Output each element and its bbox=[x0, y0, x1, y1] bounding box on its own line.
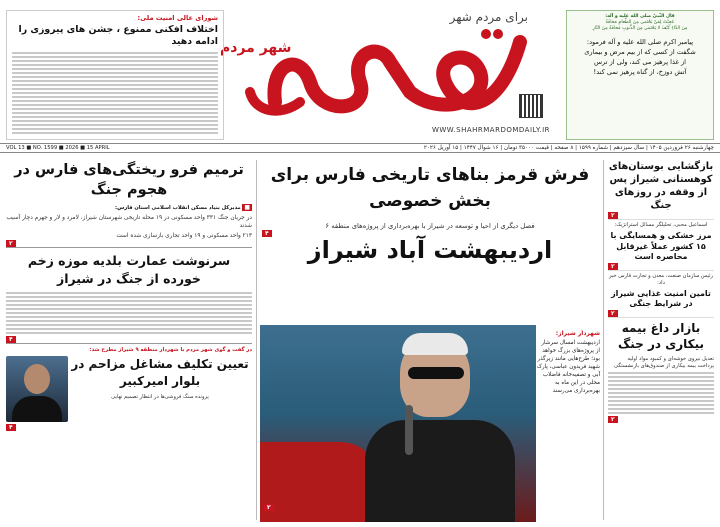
hadith-line3: مِنَ الدّاءِ کَیْفَ لا یَحْتَمی مِنَ الذُّنوبِ مَخافَةً مِنَ النّارِ bbox=[592, 26, 688, 32]
right-b1: تعدیل نیروی خوشه‌ای و کمبود مواد اولیه bbox=[627, 355, 714, 362]
glasses-shape bbox=[408, 367, 464, 379]
right-h1: بازگشایی بوستان‌های کوهستانی شیراز پس از وقفه در روزهای جنگ bbox=[608, 161, 714, 211]
right-p1: اسماعیل محبی، تحلیلگر مسائل استراتژیک: bbox=[614, 222, 708, 228]
divider bbox=[603, 160, 604, 520]
topleft-title: اختلاف افکنی ممنوع ، جشن های پیروزی را ادامه دهید bbox=[18, 24, 218, 47]
logo-mark bbox=[240, 22, 530, 122]
right-column bbox=[608, 160, 714, 522]
hadith-line1: قال النّبیّ صلی الله علیه و آله: bbox=[605, 14, 675, 19]
right-body bbox=[608, 372, 714, 414]
right-p2: رئیس سازمان صنعت، معدن و تجارت فارس خبر داد: bbox=[608, 272, 714, 286]
microphone-icon bbox=[405, 405, 413, 455]
suit-shape bbox=[365, 420, 515, 522]
left-b1: در جریان جنگ ۳۳۱ واحد مسکونی در ۱۹ محله تاریخی شهرستان شیراز، لامرد و لار و جهرم دچار آسیب شدند bbox=[6, 215, 252, 229]
bullet-icon: ■ bbox=[244, 204, 250, 211]
left-photo bbox=[6, 356, 68, 422]
center-column bbox=[260, 160, 600, 522]
left-k2: در گفت و گوی شهر مردم با شهردار منطقه ۹ شیراز مطرح شد: bbox=[89, 347, 252, 353]
left-s3: پرونده سنگ فروشی‌ها در انتظار تصمیم نهایی bbox=[111, 394, 209, 400]
dateline-bar bbox=[0, 143, 720, 153]
left-h1: ترمیم فرو ریختگی‌های فارس در هجوم جنگ bbox=[14, 162, 244, 198]
hadith-box bbox=[566, 10, 714, 140]
car-shape bbox=[260, 442, 380, 522]
right-h4: بازار داغ بیمه بیکاری در جنگ bbox=[617, 320, 705, 351]
right-h2: مرز خشکی و همسایگی با ۱۵ کشور عملاً غیرقابل محاصره است bbox=[610, 231, 712, 261]
left-k1-text: مدیرکل بنیاد مسکن انقلاب اسلامی استان فارس: bbox=[115, 205, 241, 211]
page-badge: ۲ bbox=[608, 212, 618, 219]
hadith-line6: از غذا پرهیز می کند، ولی از ترس bbox=[594, 57, 686, 66]
dateline-latin: VOL 13 ■ NO. 1599 ■ 2026 ■ 15 APRIL bbox=[6, 145, 110, 151]
page-badge: ۲ bbox=[6, 240, 16, 247]
masthead-logo bbox=[220, 0, 550, 140]
hadith-line7: آتش دوزخ، از گناه پرهیز نمی کند! bbox=[593, 67, 687, 76]
left-h3: تعیین تکلیف مشاغل مزاحم در بلوار امیرکبیر bbox=[71, 357, 249, 388]
dateline-persian: چهارشنبه ۲۶ فروردین ۱۴۰۵ | سال سیزدهم | شماره ۱۵۹۹ | ۸ صفحه | قیمت ۳۵۰۰۰ تومان | ۱۶ شوال ۱۴۴۷ | ۱۵ آوریل ۲۰۲۶ bbox=[423, 145, 714, 151]
masthead-tagline: برای مردم شهر bbox=[449, 10, 528, 24]
left-body bbox=[6, 292, 252, 334]
center-photo bbox=[260, 325, 536, 522]
caption-text: اردیبهشت امسال سرشار از پروژه‌های بزرگ خواهد بود؛ طرح‌هایی مانند زیرگذر شهید فریدون عباسی، پارک آبی و تصفیه‌خانه فاضلاب محلی در این ماه به بهره‌برداری می‌رسند bbox=[536, 340, 600, 394]
page-badge: ۴ bbox=[6, 424, 16, 431]
website: WWW.SHAHRMARDOMDAILY.IR bbox=[431, 126, 550, 134]
page-badge: ۲ bbox=[264, 504, 274, 511]
hair-shape bbox=[402, 333, 468, 355]
caption-kicker: شهردار شیراز: bbox=[555, 330, 600, 337]
logo-text: شهر مردم bbox=[220, 40, 292, 56]
topleft-body bbox=[12, 52, 218, 134]
center-headline: فرش قرمز بناهای تاریخی فارس برای بخش خصوصی bbox=[270, 165, 590, 211]
left-b2: ۲۱۳ واحد مسکونی و ۱۹ واحد تجاری بازسازی شده است bbox=[116, 233, 252, 239]
divider bbox=[256, 160, 257, 520]
right-b2: پرداخت بیمه بیکاری از صندوق‌های بازنشستگی bbox=[614, 362, 714, 369]
left-column bbox=[6, 160, 252, 522]
left-h2: سرنوشت عمارت بلدیه موزه زخم خورده از جنگ در شیراز bbox=[27, 253, 231, 286]
topleft-kicker: شورای عالی امنیت ملی: bbox=[137, 14, 218, 22]
hadith-line4: پیامبر اکرم صلی الله علیه و آله فرمود: bbox=[586, 37, 694, 46]
right-h3: تامین امنیت غذایی شیراز در شرایط جنگی bbox=[611, 288, 711, 308]
page-badge: ۲ bbox=[608, 263, 618, 270]
caption-box bbox=[536, 330, 600, 440]
hadith-line5: شگفت از کسی که از بیم مرض و بیماری bbox=[584, 47, 696, 56]
hadith-line2: عَجِبْتُ لِمَنْ یَحْتَمی مِنَ الطَّعامِ مَخافَةً bbox=[605, 20, 675, 26]
page-badge: ۴ bbox=[6, 336, 16, 343]
suit-shape bbox=[12, 396, 62, 422]
center-subline: فصل دیگری از احیا و توسعه در شیراز با بهره‌برداری از پروژه‌های منطقه ۶ bbox=[325, 222, 535, 230]
topleft-box bbox=[6, 10, 224, 140]
center-banner: اردیبهشت آباد شیراز bbox=[307, 236, 553, 264]
page-badge: ۴ bbox=[262, 230, 272, 237]
person-head bbox=[24, 364, 50, 394]
page-badge: ۲ bbox=[608, 416, 618, 423]
left-k1 bbox=[6, 204, 252, 212]
page-badge: ۲ bbox=[608, 310, 618, 317]
qr-code-icon bbox=[520, 95, 542, 117]
